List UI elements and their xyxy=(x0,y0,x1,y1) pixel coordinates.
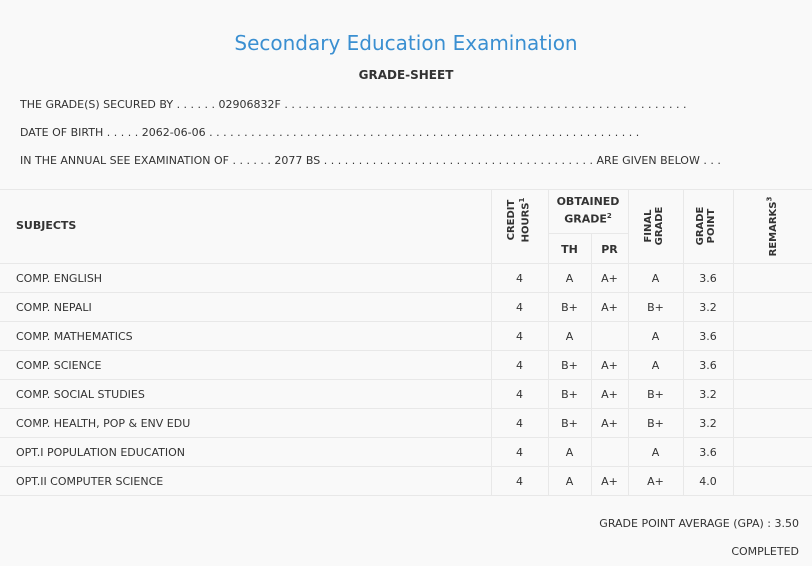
subject-name: COMP. MATHEMATICS xyxy=(16,330,133,343)
subject-name: OPT.II COMPUTER SCIENCE xyxy=(16,475,164,488)
final-grade: A xyxy=(651,359,660,372)
leader-dots: . . . . . . xyxy=(176,98,219,111)
table-border xyxy=(0,466,812,467)
table-border xyxy=(548,233,628,234)
exam-suffix: ARE GIVEN BELOW . . . xyxy=(596,154,721,167)
gpa-label: GRADE POINT AVERAGE (GPA) : xyxy=(599,517,771,530)
credit-hours: 4 xyxy=(516,475,523,488)
table-border xyxy=(0,350,812,351)
leader-dots: . . . . . . . . . . . . . . . . . . . . . . . . . . . . . . . . . . . . . . . . . . . . . . . . . . . . . . . . . . xyxy=(284,98,687,111)
grade-point: 3.6 xyxy=(699,446,717,459)
credit-hours: 4 xyxy=(516,272,523,285)
credit-hours: 4 xyxy=(516,359,523,372)
secured-by-label: THE GRADE(S) SECURED BY xyxy=(20,98,174,111)
header-remarks-label: REMARKS xyxy=(767,201,779,257)
table-border xyxy=(0,379,812,380)
pr-grade: A+ xyxy=(601,388,618,401)
credit-hours: 4 xyxy=(516,330,523,343)
subject-name: COMP. SOCIAL STUDIES xyxy=(16,388,145,401)
credit-hours: 4 xyxy=(516,388,523,401)
table-border xyxy=(0,437,812,438)
exam-line xyxy=(20,154,800,167)
grade-point: 3.2 xyxy=(699,417,717,430)
dob-value: 2062-06-06 xyxy=(141,126,206,139)
subject-name: COMP. NEPALI xyxy=(16,301,92,314)
grade-table xyxy=(0,189,812,497)
table-border xyxy=(0,189,812,190)
exam-label: IN THE ANNUAL SEE EXAMINATION OF xyxy=(20,154,229,167)
grade-point: 3.2 xyxy=(699,388,717,401)
final-grade: B+ xyxy=(647,388,664,401)
header-th: TH xyxy=(561,243,578,256)
leader-dots: . . . . . . xyxy=(232,154,275,167)
th-grade: A xyxy=(565,330,574,343)
header-point-line2: POINT xyxy=(706,208,717,244)
table-border xyxy=(0,408,812,409)
dob-label: DATE OF BIRTH xyxy=(20,126,104,139)
grade-sheet-heading: GRADE-SHEET xyxy=(358,68,454,82)
header-obtained-line1: OBTAINED xyxy=(556,195,620,208)
table-border xyxy=(0,292,812,293)
table-border xyxy=(0,263,812,264)
th-grade: A xyxy=(565,446,574,459)
gpa-summary xyxy=(599,517,799,530)
footnote-1: 1 xyxy=(518,197,526,203)
credit-hours: 4 xyxy=(516,301,523,314)
footnote-2: 2 xyxy=(606,212,612,220)
header-credit-line1: CREDIT xyxy=(506,199,517,241)
final-grade: B+ xyxy=(647,417,664,430)
final-grade: A+ xyxy=(647,475,664,488)
pr-grade: A+ xyxy=(601,272,618,285)
table-border xyxy=(0,321,812,322)
subject-name: COMP. SCIENCE xyxy=(16,359,102,372)
grade-point: 4.0 xyxy=(699,475,717,488)
pr-grade: A+ xyxy=(601,475,618,488)
final-grade: A xyxy=(651,272,660,285)
header-subjects: SUBJECTS xyxy=(16,219,77,232)
header-final-grade xyxy=(643,194,669,258)
grade-point: 3.2 xyxy=(699,301,717,314)
leader-dots: . . . . . xyxy=(106,126,142,139)
gpa-value: 3.50 xyxy=(774,517,799,530)
th-grade: B+ xyxy=(561,417,578,430)
subject-name: COMP. HEALTH, POP & ENV EDU xyxy=(16,417,191,430)
header-credit-line2: HOURS xyxy=(520,202,532,243)
header-pr: PR xyxy=(601,243,618,256)
th-grade: B+ xyxy=(561,359,578,372)
exam-year: 2077 BS xyxy=(274,154,321,167)
final-grade: B+ xyxy=(647,301,664,314)
pr-grade: A+ xyxy=(601,359,618,372)
leader-dots: . . . . . . . . . . . . . . . . . . . . . . . . . . . . . . . . . . . . . . . . . . . . . . . . . . . . . . . . . . . . . . xyxy=(209,126,640,139)
header-final-line1: FINAL xyxy=(643,209,654,243)
grade-point: 3.6 xyxy=(699,272,717,285)
pr-grade: A+ xyxy=(601,417,618,430)
pr-grade: A+ xyxy=(601,301,618,314)
th-grade: B+ xyxy=(561,388,578,401)
credit-hours: 4 xyxy=(516,446,523,459)
header-obtained-line2: GRADE xyxy=(564,212,607,226)
final-grade: A xyxy=(651,446,660,459)
final-grade: A xyxy=(651,330,660,343)
header-remarks xyxy=(765,189,778,265)
grade-point: 3.6 xyxy=(699,359,717,372)
footnote-3: 3 xyxy=(765,196,774,202)
th-grade: A xyxy=(565,475,574,488)
credit-hours: 4 xyxy=(516,417,523,430)
completion-status: COMPLETED xyxy=(731,545,799,558)
exam-title: Secondary Education Examination xyxy=(234,31,578,55)
secured-by-line xyxy=(20,98,800,111)
header-point-line1: GRADE xyxy=(695,206,706,246)
table-border xyxy=(0,495,812,496)
header-grade-point xyxy=(695,194,721,258)
th-grade: B+ xyxy=(561,301,578,314)
grade-point: 3.6 xyxy=(699,330,717,343)
table-border xyxy=(733,189,734,496)
subject-name: OPT.I POPULATION EDUCATION xyxy=(16,446,185,459)
header-final-line2: GRADE xyxy=(654,206,665,246)
header-obtained-grade xyxy=(548,195,628,227)
th-grade: A xyxy=(565,272,574,285)
symbol-number: 02906832F xyxy=(218,98,281,111)
leader-dots: . . . . . . . . . . . . . . . . . . . . . . . . . . . . . . . . . . . . . . . xyxy=(323,154,597,167)
subject-name: COMP. ENGLISH xyxy=(16,272,103,285)
header-credit-hours xyxy=(506,188,532,252)
dob-line xyxy=(20,126,800,139)
